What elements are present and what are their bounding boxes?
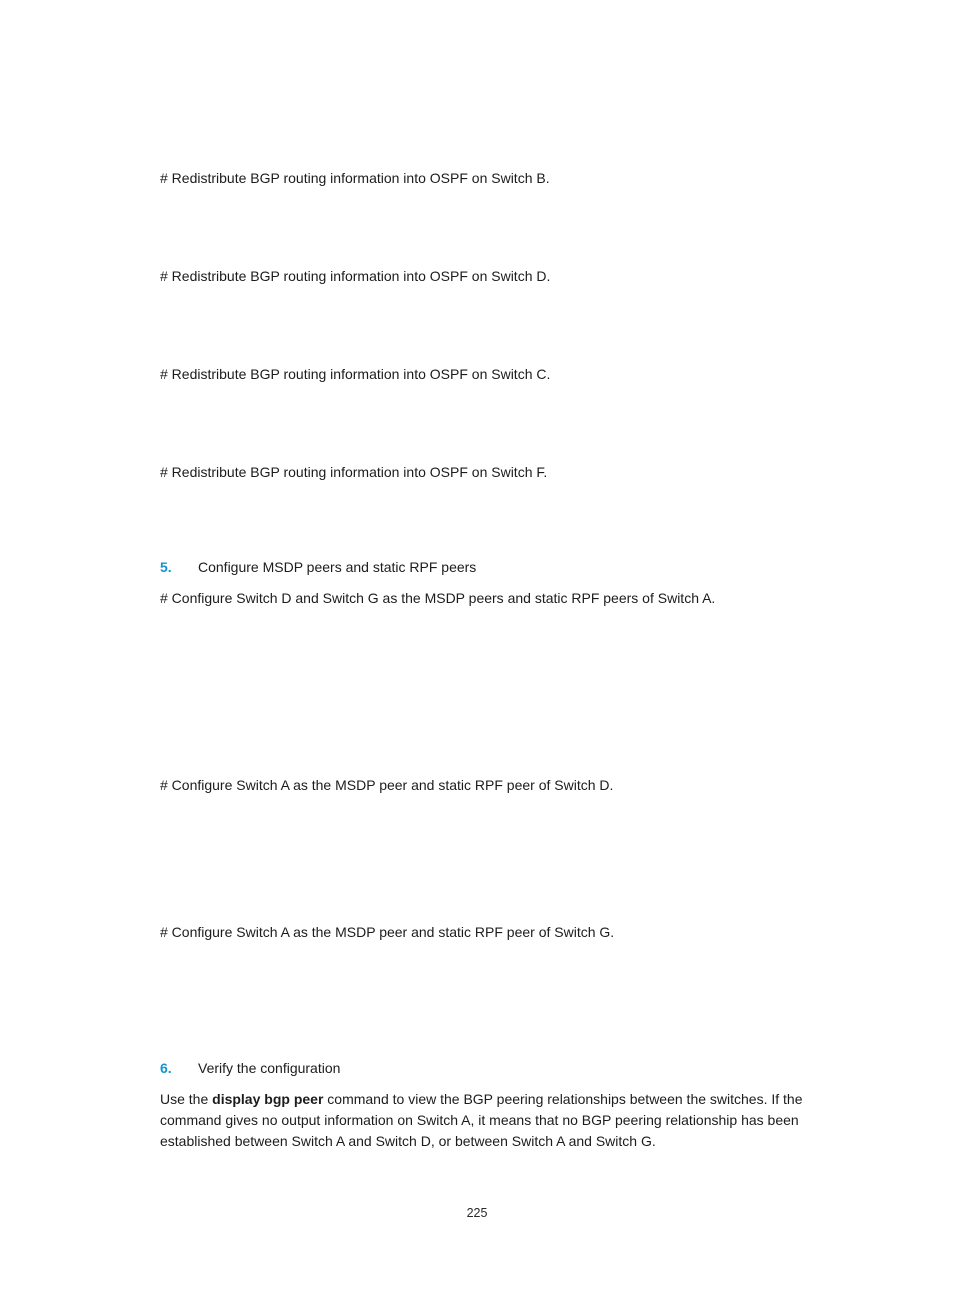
step-5 [160, 557, 866, 578]
page-number: 225 [466, 1206, 488, 1220]
paragraph-configure-a-peer-of-d: # Configure Switch A as the MSDP peer and static RPF peer of Switch D. [160, 777, 614, 793]
paragraph-redistribute-switch-b: # Redistribute BGP routing information into OSPF on Switch B. [160, 170, 550, 186]
verify-command-bold: display bgp peer [212, 1091, 324, 1107]
verify-text-prefix: Use the [160, 1091, 213, 1107]
step-6-number: 6. [160, 1060, 172, 1076]
paragraph-redistribute-switch-f: # Redistribute BGP routing information into OSPF on Switch F. [160, 464, 548, 480]
verify-text-suffix: command to view the BGP peering relationships between the switches. If the command gives no output information on Switch A, it means that no BGP peering relationship has been established between Switch A and Switch D, or between Switch A and Switch G. [160, 1091, 803, 1149]
step-5-number: 5. [160, 559, 172, 575]
step-6 [160, 1058, 866, 1079]
paragraph-configure-dg-peers-of-a: # Configure Switch D and Switch G as the MSDP peers and static RPF peers of Switch A. [160, 590, 716, 606]
step-6-label: Verify the configuration [198, 1060, 341, 1076]
paragraph-verify-configuration [160, 1089, 866, 1152]
paragraph-redistribute-switch-c: # Redistribute BGP routing information into OSPF on Switch C. [160, 366, 551, 382]
paragraph-redistribute-switch-d: # Redistribute BGP routing information into OSPF on Switch D. [160, 268, 551, 284]
step-5-label: Configure MSDP peers and static RPF peers [198, 559, 477, 575]
paragraph-configure-a-peer-of-g: # Configure Switch A as the MSDP peer and static RPF peer of Switch G. [160, 924, 615, 940]
